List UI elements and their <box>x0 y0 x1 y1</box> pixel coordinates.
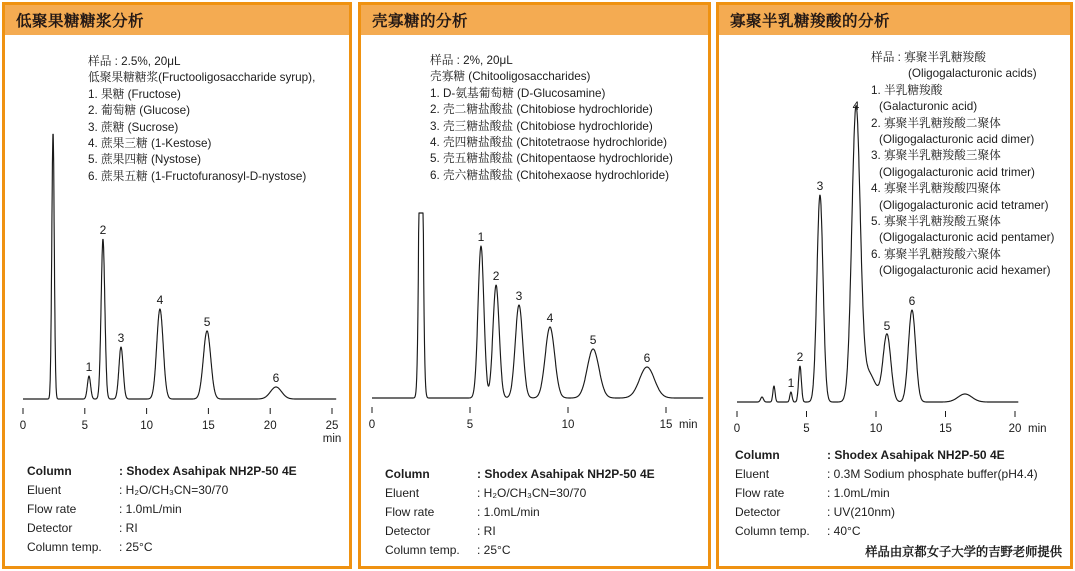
condition-label: Column <box>27 464 72 478</box>
condition-value: : RI <box>477 523 496 538</box>
peak-number-label: 2 <box>492 269 500 283</box>
sample-line: 低聚果糖糖浆(Fructooligosaccharide syrup), <box>88 71 316 85</box>
peak-number-label: 4 <box>852 99 860 113</box>
condition-label: Eluent <box>735 466 770 481</box>
condition-value: : 1.0mL/min <box>477 504 540 519</box>
panel-oligogalacturonic-acids <box>716 2 1073 569</box>
analysis-conditions <box>385 465 655 560</box>
chromatogram-trace <box>372 213 703 398</box>
sample-line: (Oligogalacturonic acid pentamer) <box>879 231 1055 245</box>
x-tick-label: 10 <box>140 420 153 432</box>
sample-line: 1. D-氨基葡萄糖 (D-Glucosamine) <box>430 86 606 100</box>
peak-number-label: 4 <box>156 293 164 307</box>
x-tick-label: 0 <box>368 419 376 431</box>
peak-number-label: 5 <box>203 315 211 329</box>
x-tick-label: 0 <box>733 423 741 435</box>
panel-title: 寡聚半乳糖羧酸的分析 <box>730 13 891 30</box>
condition-value: : 1.0mL/min <box>119 501 182 516</box>
sample-line: 2. 壳二糖盐酸盐 (Chitobiose hydrochloride) <box>430 103 653 117</box>
x-axis-unit: min <box>1028 423 1047 435</box>
x-tick-label: 0 <box>19 420 27 432</box>
sample-info <box>88 54 315 185</box>
peak-number-label: 3 <box>117 331 125 345</box>
condition-label: Column temp. <box>27 539 102 554</box>
condition-row <box>735 484 1038 503</box>
sample-line: 4. 寡聚半乳糖羧酸四聚体 <box>871 182 1001 196</box>
condition-row <box>27 519 297 538</box>
sample-credit-note: 样品由京都女子大学的吉野老师提供 <box>865 545 1062 559</box>
panel-fructooligosaccharide-syrup <box>2 2 352 569</box>
condition-row <box>735 465 1038 484</box>
sample-info <box>871 50 1054 280</box>
x-tick-label: 5 <box>803 423 810 435</box>
condition-label: Flow rate <box>735 485 785 500</box>
panel-chitooligosaccharides <box>358 2 711 569</box>
peak-number-label: 1 <box>85 360 93 374</box>
panel-header <box>719 5 1070 35</box>
peak-number-label: 1 <box>787 376 795 390</box>
sample-line: 2. 寡聚半乳糖羧酸二聚体 <box>871 116 1001 130</box>
x-tick-label: 20 <box>1008 423 1022 435</box>
condition-value: : 25°C <box>119 539 153 554</box>
panel-header <box>5 5 349 35</box>
panel-body <box>361 35 708 566</box>
condition-label: Column <box>735 448 780 462</box>
condition-value: : 25°C <box>477 542 511 557</box>
sample-line: 1. 半乳糖羧酸 <box>871 83 943 97</box>
peak-number-label: 6 <box>908 294 916 308</box>
condition-label: Detector <box>735 504 781 519</box>
condition-label: Detector <box>27 520 73 535</box>
condition-row <box>27 500 297 519</box>
condition-label: Column temp. <box>735 523 810 538</box>
x-tick-label: 5 <box>81 420 89 432</box>
condition-row <box>27 462 297 481</box>
condition-row <box>385 541 655 560</box>
panel-title: 壳寡糖的分析 <box>372 13 469 30</box>
sample-line: 5. 壳五糖盐酸盐 (Chitopentaose hydrochloride) <box>430 152 673 166</box>
x-tick-label: 10 <box>561 419 575 431</box>
sample-line: 5. 蔗果四糖 (Nystose) <box>88 153 201 167</box>
x-tick-label: 10 <box>869 423 883 435</box>
panel-title: 低聚果糖糖浆分析 <box>16 13 145 30</box>
condition-value: : Shodex Asahipak NH2P-50 4E <box>477 467 655 481</box>
sample-line: 3. 壳三糖盐酸盐 (Chitobiose hydrochloride) <box>430 119 653 133</box>
condition-label: Column temp. <box>385 542 460 557</box>
condition-label: Flow rate <box>385 504 435 519</box>
analysis-conditions <box>735 446 1038 541</box>
condition-row <box>385 503 655 522</box>
sample-line: 4. 壳四糖盐酸盐 (Chitotetraose hydrochloride) <box>430 136 668 150</box>
x-tick-label: 15 <box>659 419 673 431</box>
x-tick-label: 15 <box>202 420 215 432</box>
sample-line: 4. 蔗果三糖 (1-Kestose) <box>88 137 212 151</box>
panel-body <box>719 35 1070 566</box>
condition-label: Flow rate <box>27 501 77 516</box>
condition-row <box>735 446 1038 465</box>
condition-value: : Shodex Asahipak NH2P-50 4E <box>827 448 1005 462</box>
condition-row <box>385 522 655 541</box>
condition-value: : RI <box>119 520 138 535</box>
peak-number-label: 2 <box>99 223 107 237</box>
peak-number-label: 1 <box>477 230 485 244</box>
condition-value: : H₂O/CH₃CN=30/70 <box>119 482 229 497</box>
panel-header <box>361 5 708 35</box>
condition-row <box>385 465 655 484</box>
sample-line: (Oligogalacturonic acid trimer) <box>879 165 1035 179</box>
condition-label: Detector <box>385 523 431 538</box>
sample-line: (Oligogalacturonic acid hexamer) <box>879 264 1051 278</box>
x-tick-label: 25 <box>325 420 339 432</box>
condition-row <box>735 522 1038 541</box>
sample-line: 样品 : 寡聚半乳糖羧酸 <box>871 51 986 64</box>
condition-value: : 0.3M Sodium phosphate buffer(pH4.4) <box>827 466 1038 481</box>
sample-line: 3. 蔗糖 (Sucrose) <box>88 120 179 134</box>
sample-line: 2. 葡萄糖 (Glucose) <box>88 104 190 118</box>
condition-value: : UV(210nm) <box>827 504 896 519</box>
peak-number-label: 5 <box>883 319 891 333</box>
peak-number-label: 6 <box>643 351 651 365</box>
sample-line: 壳寡糖 (Chitooligosaccharides) <box>430 70 591 84</box>
x-axis-unit: min <box>322 433 342 445</box>
sample-line: (Galacturonic acid) <box>879 100 978 114</box>
x-tick-label: 15 <box>939 423 952 435</box>
peak-number-label: 3 <box>515 289 523 303</box>
condition-label: Eluent <box>27 482 62 497</box>
x-tick-label: 5 <box>466 419 474 431</box>
condition-value: : 40°C <box>827 523 861 538</box>
sample-line: (Oligogalacturonic acid dimer) <box>879 133 1035 147</box>
sample-line: 6. 蔗果五糖 (1-Fructofuranosyl-D-nystose) <box>88 169 307 183</box>
condition-label: Column <box>385 467 430 481</box>
condition-row <box>27 481 297 500</box>
condition-value: : Shodex Asahipak NH2P-50 4E <box>119 464 297 478</box>
condition-value: : H₂O/CH₃CN=30/70 <box>477 485 587 500</box>
sample-line: (Oligogalacturonic acid tetramer) <box>879 198 1049 212</box>
sample-info <box>430 53 673 184</box>
analysis-conditions <box>27 462 297 557</box>
condition-label: Eluent <box>385 485 420 500</box>
peak-number-label: 2 <box>796 350 804 364</box>
panel-body <box>5 35 349 566</box>
condition-value: : 1.0mL/min <box>827 485 890 500</box>
peak-number-label: 3 <box>816 179 824 193</box>
sample-line: (Oligogalacturonic acids) <box>908 67 1037 81</box>
sample-line: 6. 寡聚半乳糖羧酸六聚体 <box>871 247 1001 261</box>
sample-line: 5. 寡聚半乳糖羧酸五聚体 <box>871 215 1001 229</box>
sample-line: 1. 果糖 (Fructose) <box>88 87 181 101</box>
sample-line: 3. 寡聚半乳糖羧酸三聚体 <box>871 149 1001 163</box>
peak-number-label: 4 <box>546 311 554 325</box>
sample-line: 样品 : 2%, 20μL <box>430 54 513 67</box>
sample-line: 样品 : 2.5%, 20μL <box>88 55 181 68</box>
peak-number-label: 6 <box>272 371 280 385</box>
peak-number-label: 5 <box>589 333 597 347</box>
x-axis-unit: min <box>679 419 698 431</box>
condition-row <box>385 484 655 503</box>
condition-row <box>27 538 297 557</box>
condition-row <box>735 503 1038 522</box>
sample-line: 6. 壳六糖盐酸盐 (Chitohexaose hydrochloride) <box>430 168 670 182</box>
x-tick-label: 20 <box>263 420 277 432</box>
